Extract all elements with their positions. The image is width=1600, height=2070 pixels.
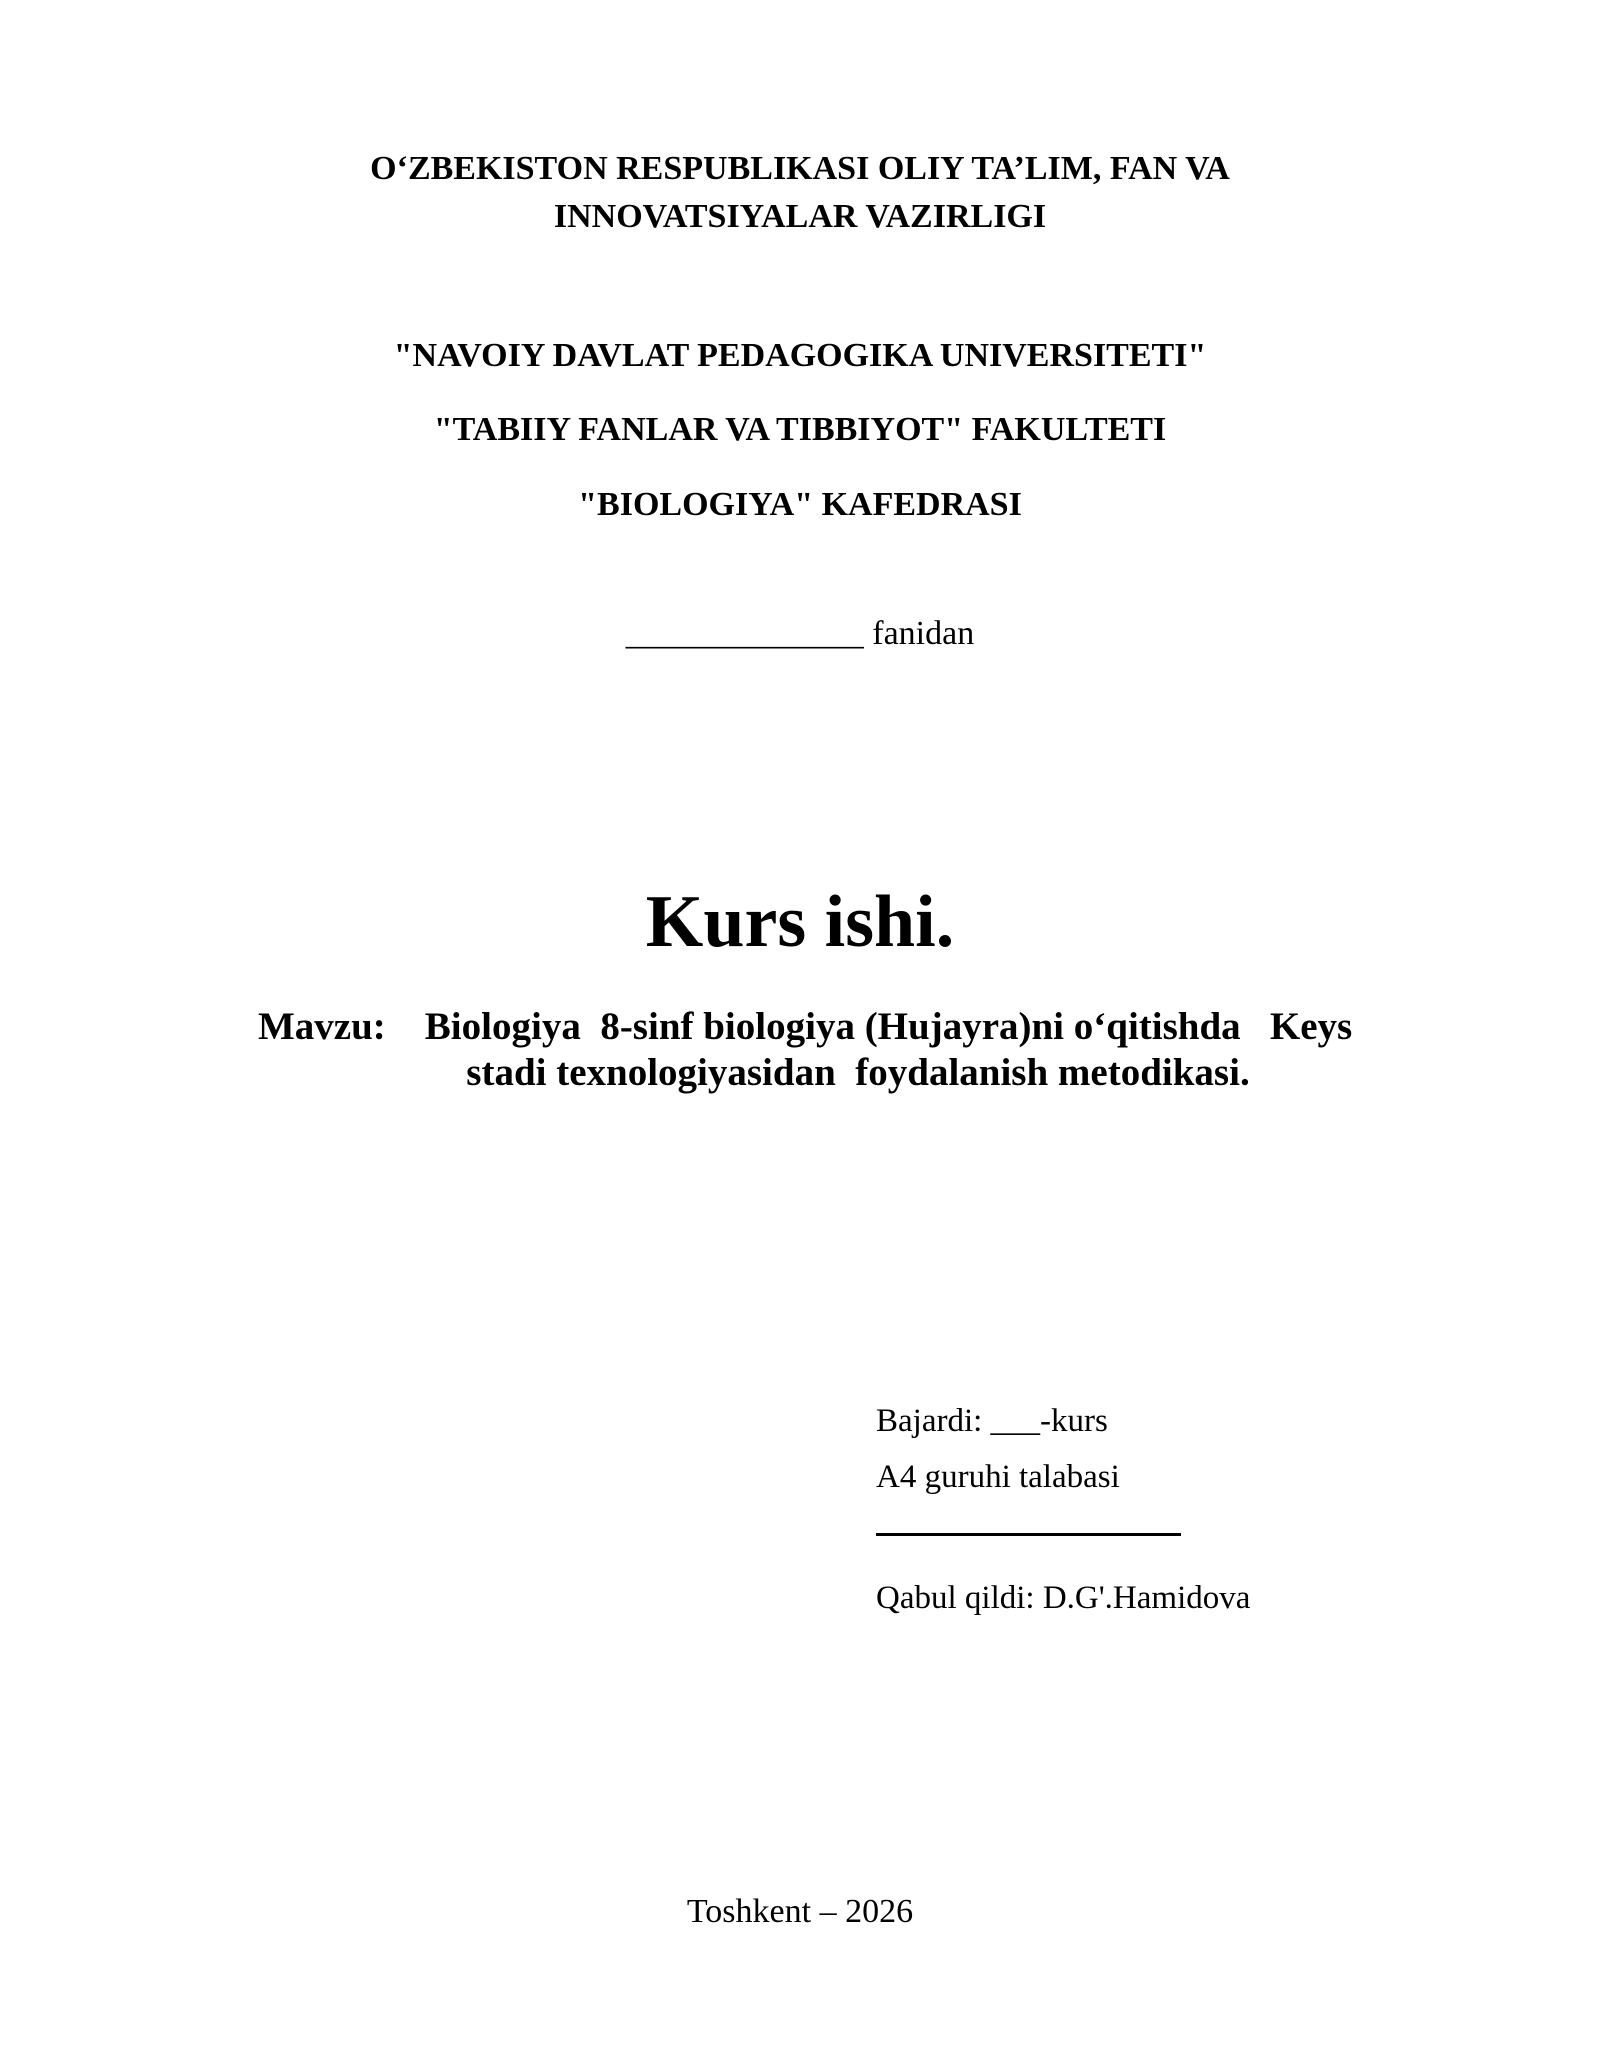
document-title: Kurs ishi. xyxy=(645,881,955,963)
ministry-line-1: O‘ZBEKISTON RESPUBLIKASI OLIY TA’LIM, FAN VA xyxy=(370,150,1230,187)
signature-line xyxy=(876,1533,1181,1536)
accepted-by: Qabul qildi: D.G'.Hamidova xyxy=(876,1580,1251,1616)
topic-line-1: Mavzu: Biologiya 8-sinf biologiya (Hujayra)ni o‘qitishda Keys xyxy=(258,1005,1353,1048)
performed-by: Bajardi: ___-kurs xyxy=(876,1403,1108,1439)
city-year: Toshkent – 2026 xyxy=(686,1893,914,1930)
ministry-line-2: INNOVATSIYALAR VAZIRLIGI xyxy=(553,198,1047,235)
subject-line: ______________ fanidan xyxy=(625,615,975,652)
topic-line-2: stadi texnologiyasidan foydalanish metodikasi. xyxy=(466,1051,1250,1094)
department-name: "BIOLOGIYA" KAFEDRASI xyxy=(578,486,1022,523)
university-name: "NAVOIY DAVLAT PEDAGOGIKA UNIVERSITETI" xyxy=(393,337,1207,374)
faculty-name: "TABIIY FANLAR VA TIBBIYOT" FAKULTETI xyxy=(433,411,1167,448)
student-group: A4 guruhi talabasi xyxy=(876,1459,1120,1495)
